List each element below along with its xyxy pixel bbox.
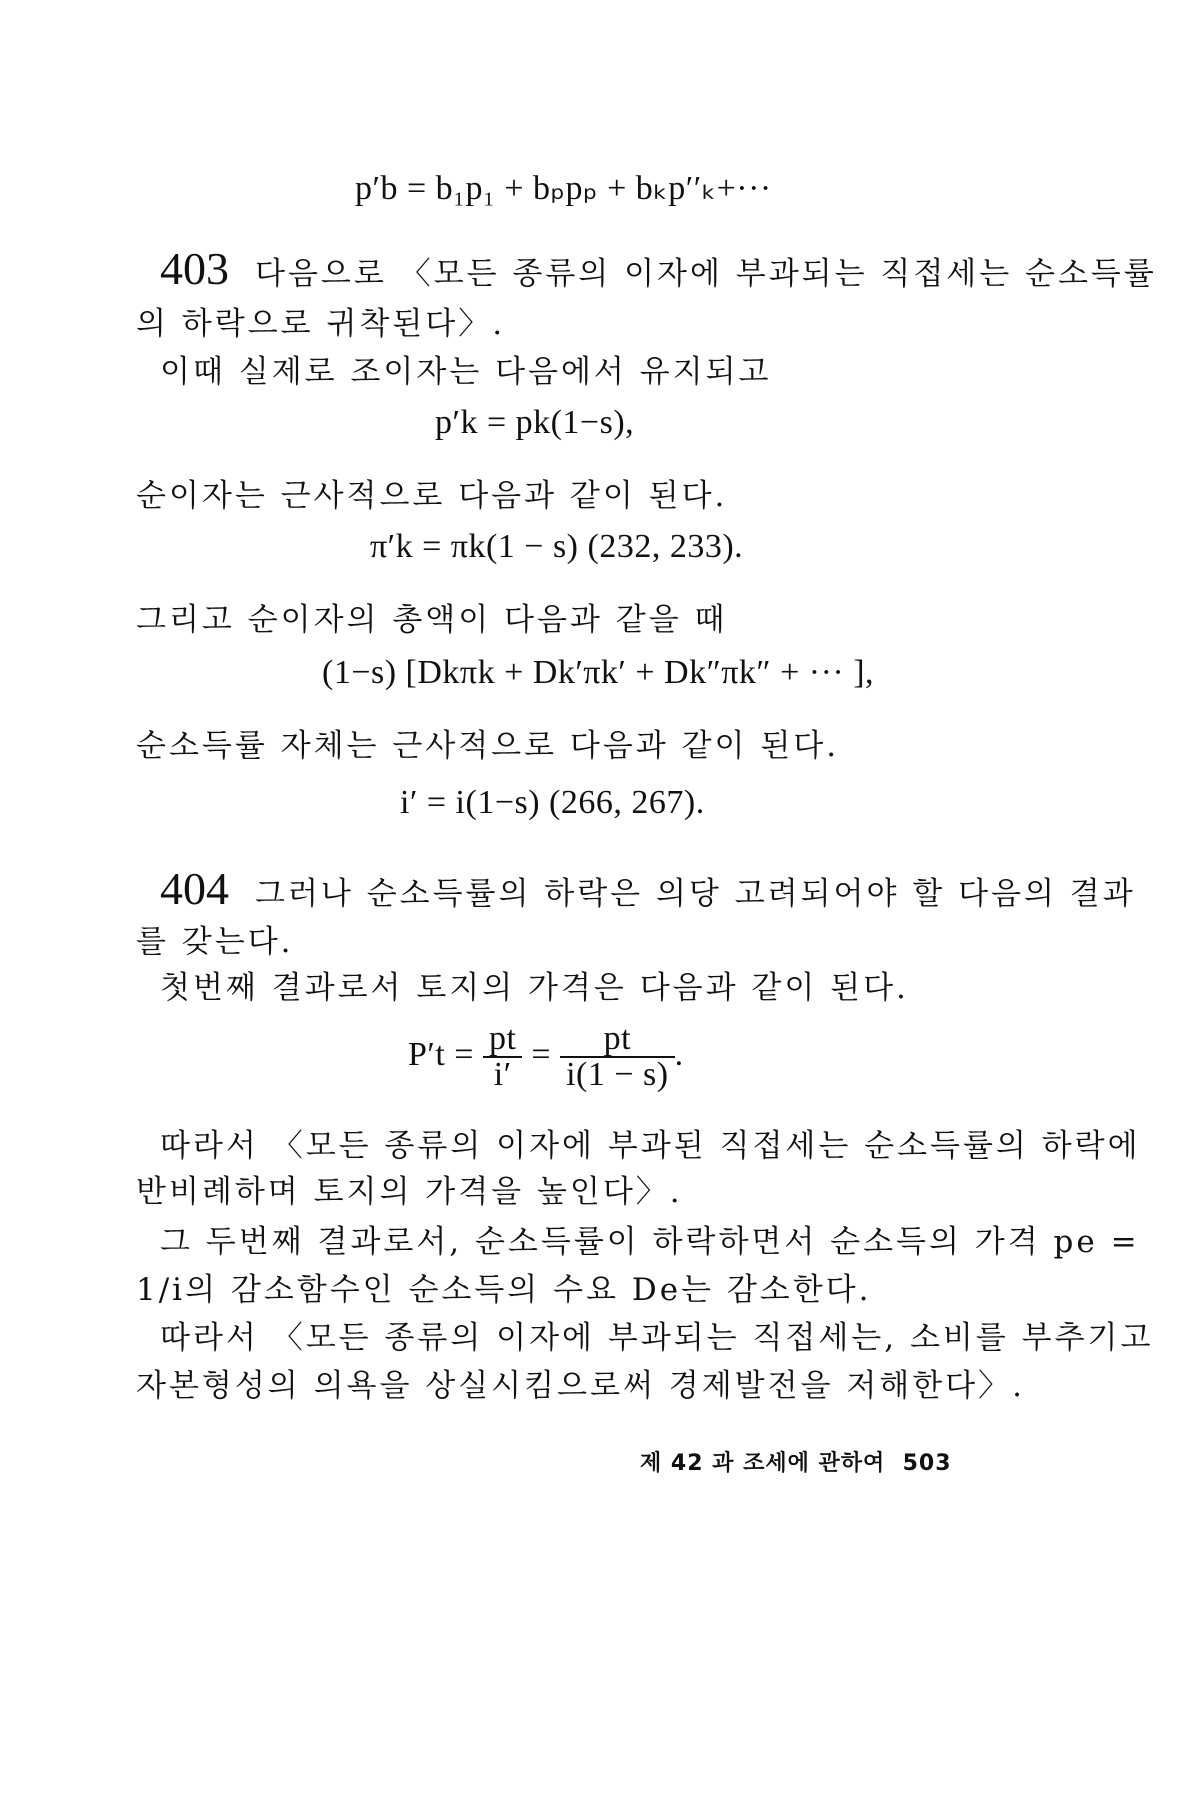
land-price-lhs: P′t = xyxy=(408,1035,474,1073)
paragraph-3-line-2: 자본형성의 의욕을 상실시킴으로써 경제발전을 저해한다〉. xyxy=(136,1368,1025,1404)
section-403-line-4: 순이자는 근사적으로 다음과 같이 된다. xyxy=(136,478,728,514)
section-number-403: 403 xyxy=(160,243,229,294)
section-number-404: 404 xyxy=(160,863,229,914)
equation-price-b: p′b = b₁p₁ + bₚpₚ + bₖp′′ₖ+··· xyxy=(355,170,772,207)
section-403-line-3: 이때 실제로 조이자는 다음에서 유지되고 xyxy=(160,354,772,390)
running-footer: 제 42 과 조세에 관하여 xyxy=(640,1451,886,1476)
paragraph-1-line-2: 반비례하며 토지의 가격을 높인다〉. xyxy=(136,1174,683,1210)
equation-period: . xyxy=(674,1035,684,1073)
section-404-line-1 xyxy=(160,862,1136,915)
fraction-1-denominator: i′ xyxy=(493,1056,512,1093)
paragraph-2-line-2: 1/i의 감소함수인 순소득의 수요 De는 감소한다. xyxy=(136,1272,872,1308)
equation-total-net-interest: (1−s) [Dkπk + Dk′πk′ + Dk″πk″ + ··· ], xyxy=(322,654,875,691)
section-404-text-1: 그러나 순소득률의 하락은 의당 고려되어야 할 다음의 결과 xyxy=(255,876,1136,912)
paragraph-3-line-1: 따라서 〈모든 종류의 이자에 부과되는 직접세는, 소비를 부추기고 xyxy=(160,1320,1154,1356)
section-403-line-5: 그리고 순이자의 총액이 다음과 같을 때 xyxy=(136,602,728,638)
section-403-line-2: 의 하락으로 귀착된다〉. xyxy=(136,306,506,342)
section-403-text-1: 다음으로 〈모든 종류의 이자에 부과되는 직접세는 순소득률 xyxy=(255,256,1157,292)
paragraph-1-line-1: 따라서 〈모든 종류의 이자에 부과된 직접세는 순소득률의 하락에 xyxy=(160,1128,1141,1164)
equation-net-interest: π′k = πk(1 − s) (232, 233). xyxy=(370,528,744,565)
fraction-2-numerator: pt xyxy=(560,1022,675,1058)
page-footer xyxy=(640,1446,952,1477)
fraction-1-numerator: pt xyxy=(483,1022,522,1058)
fraction-2-denominator: i(1 − s) xyxy=(566,1056,669,1093)
paragraph-2-line-1: 그 두번째 결과로서, 순소득률이 하락하면서 순소득의 가격 pe = xyxy=(160,1224,1140,1260)
fraction-2 xyxy=(560,1022,675,1092)
section-404-line-3: 첫번째 결과로서 토지의 가격은 다음과 같이 된다. xyxy=(160,970,909,1006)
page-number: 503 xyxy=(902,1451,952,1476)
section-404-line-2: 를 갖는다. xyxy=(136,924,294,960)
equation-net-income-rate: i′ = i(1−s) (266, 267). xyxy=(400,784,705,821)
section-403-line-1 xyxy=(160,242,1157,295)
equation-land-price xyxy=(408,1022,684,1092)
equation-gross-interest: p′k = pk(1−s), xyxy=(435,404,635,441)
section-403-line-6: 순소득률 자체는 근사적으로 다음과 같이 된다. xyxy=(136,728,840,764)
equals-sign: = xyxy=(531,1035,552,1073)
fraction-1 xyxy=(483,1022,522,1092)
